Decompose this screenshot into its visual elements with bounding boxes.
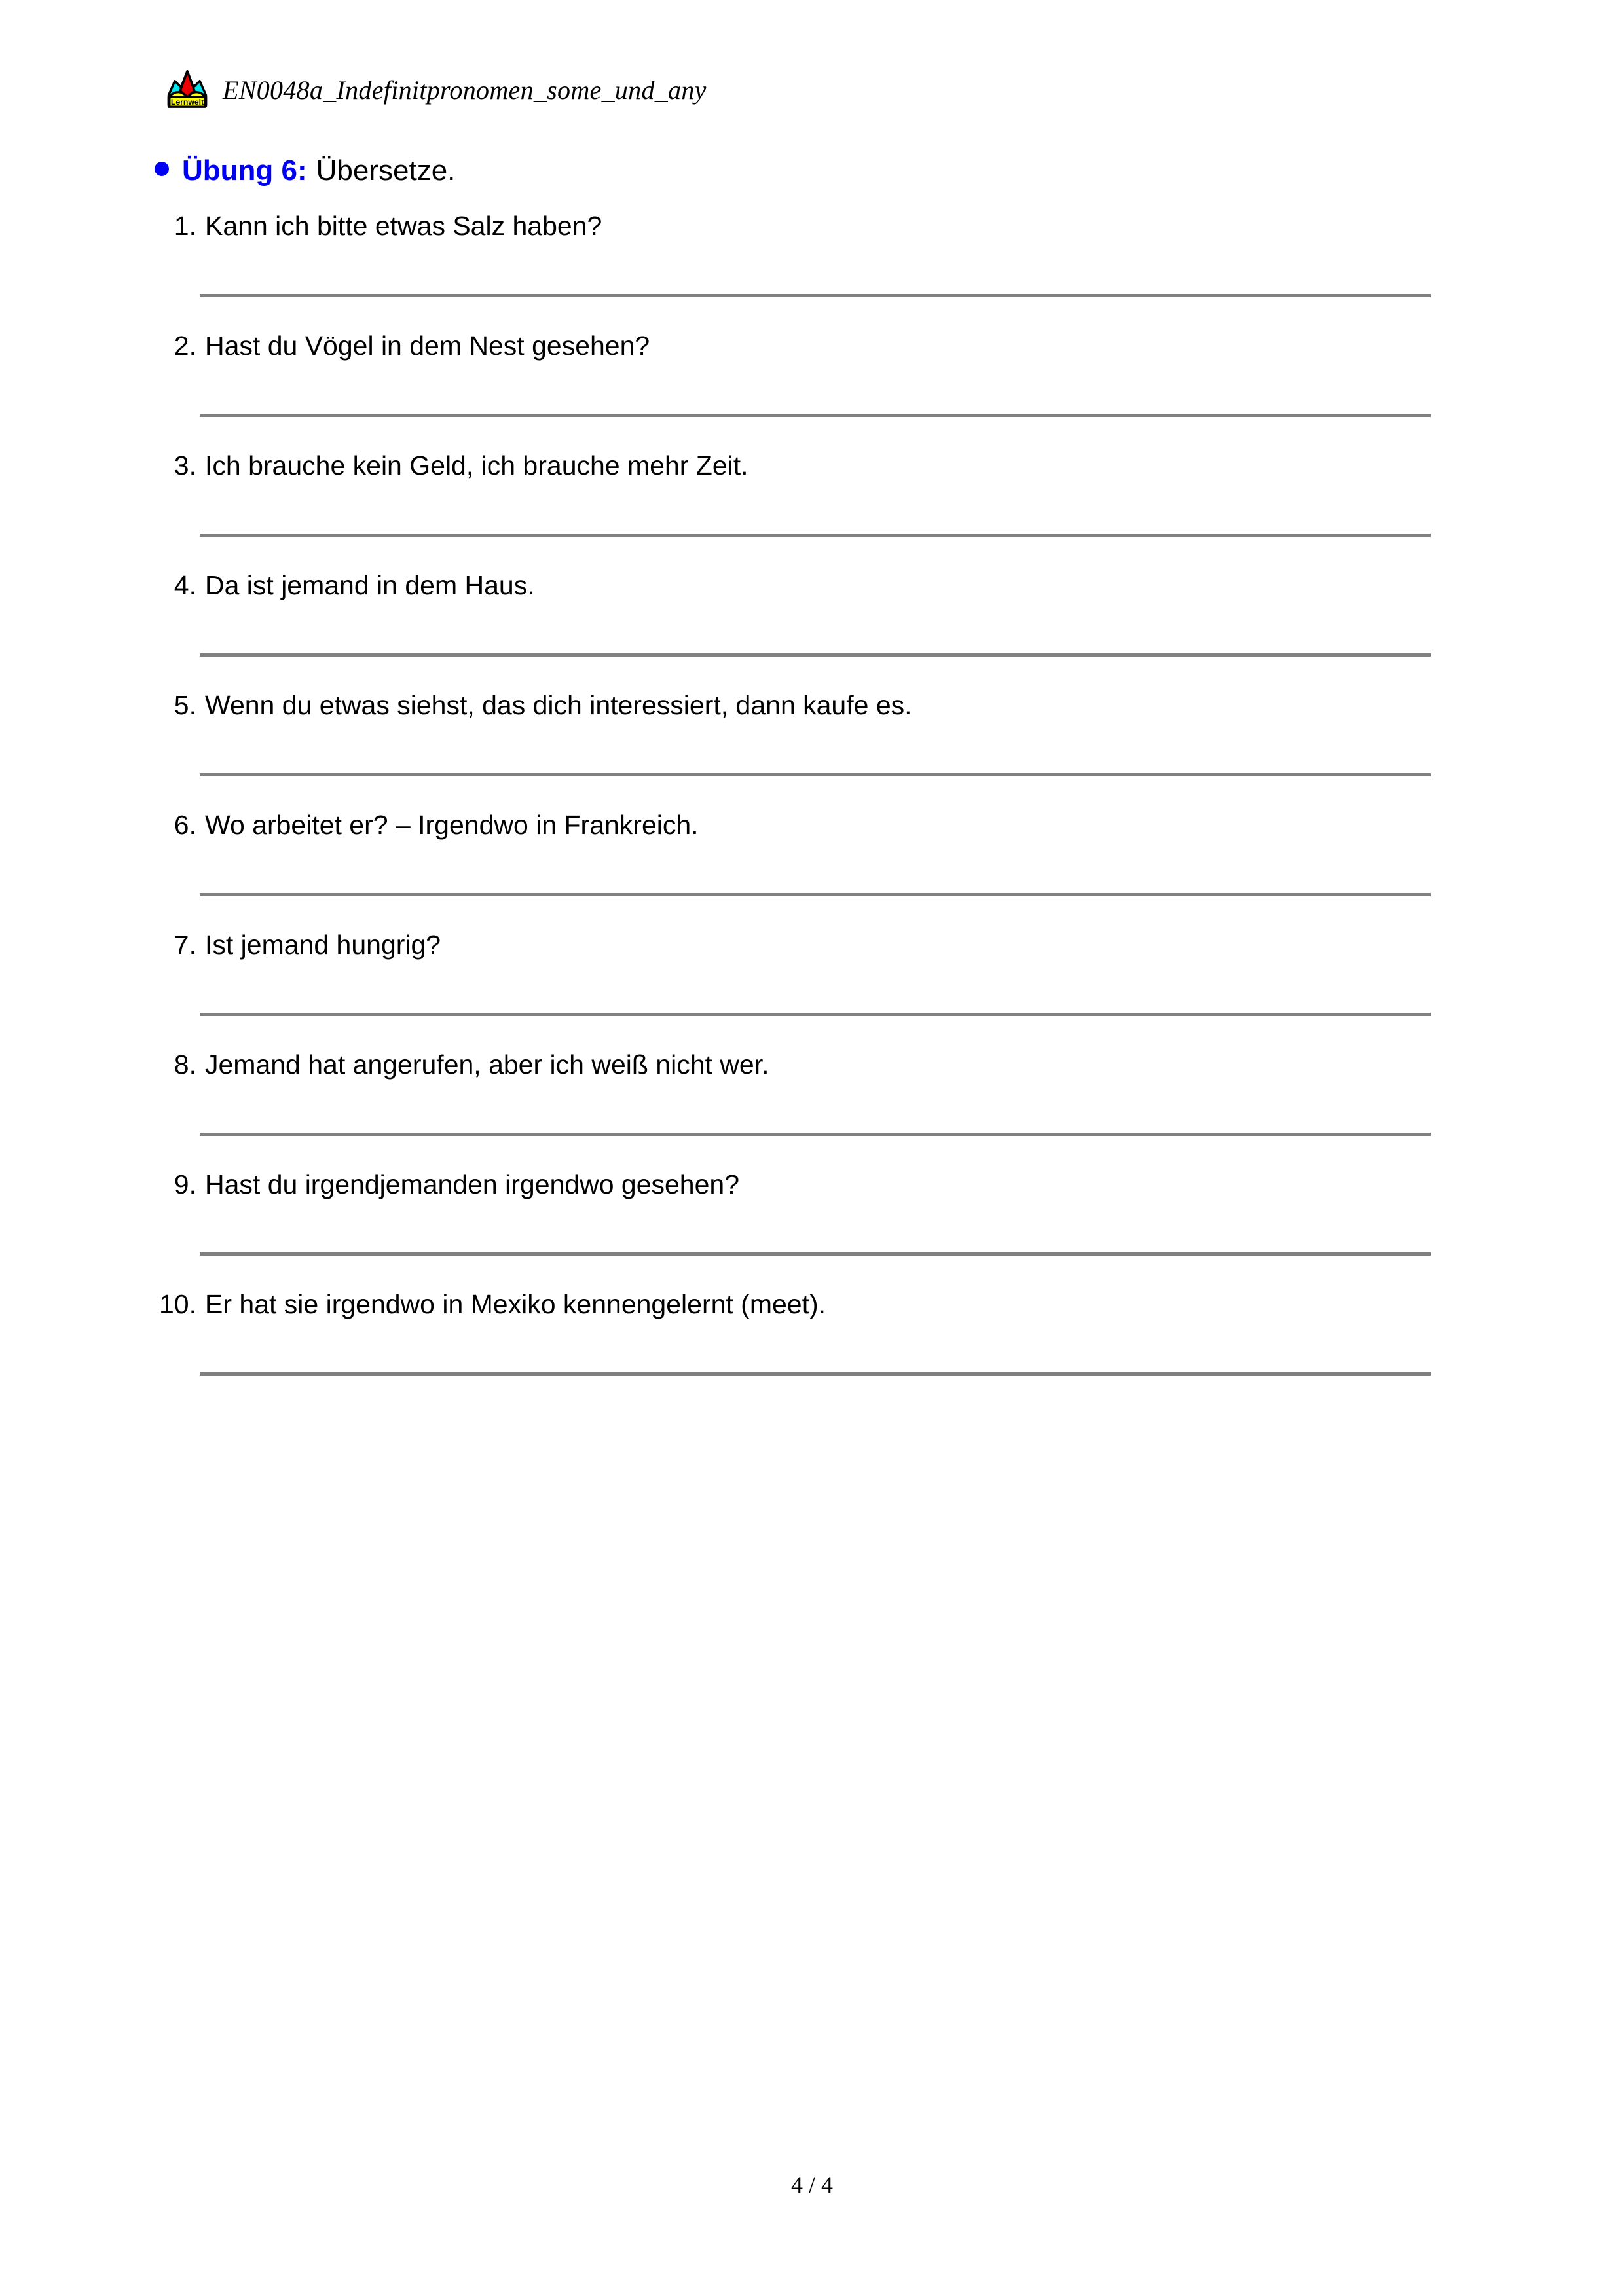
item-text: Er hat sie irgendwo in Mexiko kennengelernt (meet). bbox=[205, 1289, 826, 1319]
item-number: 10. bbox=[159, 1289, 196, 1319]
item-number: 1. bbox=[174, 211, 196, 241]
item-text: Ich brauche kein Geld, ich brauche mehr Zeit. bbox=[205, 450, 748, 481]
exercise-item-sentence bbox=[155, 1169, 1438, 1200]
exercise-item bbox=[0, 1289, 1624, 1409]
item-number: 8. bbox=[174, 1049, 196, 1080]
logo-wordmark: Lernwelt bbox=[170, 97, 204, 107]
exercise-item bbox=[0, 1169, 1624, 1289]
answer-write-in-line[interactable] bbox=[200, 653, 1431, 657]
exercise-item-list bbox=[0, 211, 1624, 1409]
answer-write-in-line[interactable] bbox=[200, 1252, 1431, 1256]
exercise-item bbox=[0, 1049, 1624, 1169]
exercise-item-sentence bbox=[155, 690, 1438, 721]
answer-write-in-line[interactable] bbox=[200, 414, 1431, 417]
answer-write-in-line[interactable] bbox=[200, 534, 1431, 537]
answer-write-in-line[interactable] bbox=[200, 1372, 1431, 1376]
answer-write-in-line[interactable] bbox=[200, 893, 1431, 896]
document-title: EN0048a_Indefinitpronomen_some_und_any bbox=[223, 75, 707, 105]
exercise-item bbox=[0, 930, 1624, 1049]
exercise-item-sentence bbox=[155, 1289, 1438, 1320]
exercise-item bbox=[0, 810, 1624, 930]
exercise-item-sentence bbox=[155, 211, 1438, 242]
item-text: Wenn du etwas siehst, das dich interessiert, dann kaufe es. bbox=[205, 690, 912, 720]
exercise-instruction: Übersetze. bbox=[316, 155, 456, 187]
exercise-item-sentence bbox=[155, 930, 1438, 960]
page-number: 4 / 4 bbox=[790, 2172, 833, 2198]
item-text: Wo arbeitet er? – Irgendwo in Frankreich. bbox=[205, 810, 699, 840]
item-text: Hast du irgendjemanden irgendwo gesehen? bbox=[205, 1169, 740, 1199]
item-number: 7. bbox=[174, 930, 196, 960]
item-text: Da ist jemand in dem Haus. bbox=[205, 570, 535, 600]
answer-write-in-line[interactable] bbox=[200, 773, 1431, 776]
exercise-item bbox=[0, 690, 1624, 810]
document-header bbox=[165, 67, 707, 113]
item-text: Ist jemand hungrig? bbox=[205, 930, 441, 960]
item-text: Hast du Vögel in dem Nest gesehen? bbox=[205, 331, 650, 361]
item-text: Kann ich bitte etwas Salz haben? bbox=[205, 211, 602, 241]
exercise-item bbox=[0, 211, 1624, 331]
item-number: 5. bbox=[174, 690, 196, 720]
item-number: 4. bbox=[174, 570, 196, 600]
exercise-heading bbox=[155, 155, 455, 187]
exercise-item bbox=[0, 450, 1624, 570]
answer-write-in-line[interactable] bbox=[200, 1133, 1431, 1136]
exercise-item-sentence bbox=[155, 570, 1438, 601]
item-number: 6. bbox=[174, 810, 196, 840]
item-text: Jemand hat angerufen, aber ich weiß nicht wer. bbox=[205, 1049, 769, 1080]
item-number: 3. bbox=[174, 450, 196, 481]
item-number: 2. bbox=[174, 331, 196, 361]
exercise-item-sentence bbox=[155, 1049, 1438, 1080]
exercise-item-sentence bbox=[155, 810, 1438, 841]
exercise-item-sentence bbox=[155, 450, 1438, 481]
answer-write-in-line[interactable] bbox=[200, 294, 1431, 297]
exercise-label: Übung 6: bbox=[182, 155, 307, 187]
page-footer bbox=[0, 2171, 1624, 2198]
answer-write-in-line[interactable] bbox=[200, 1013, 1431, 1016]
item-number: 9. bbox=[174, 1169, 196, 1199]
exercise-item-sentence bbox=[155, 331, 1438, 361]
exercise-item bbox=[0, 331, 1624, 450]
exercise-item bbox=[0, 570, 1624, 690]
bullet-icon bbox=[155, 162, 169, 176]
lernwelt-mountain-logo-icon bbox=[165, 69, 210, 111]
